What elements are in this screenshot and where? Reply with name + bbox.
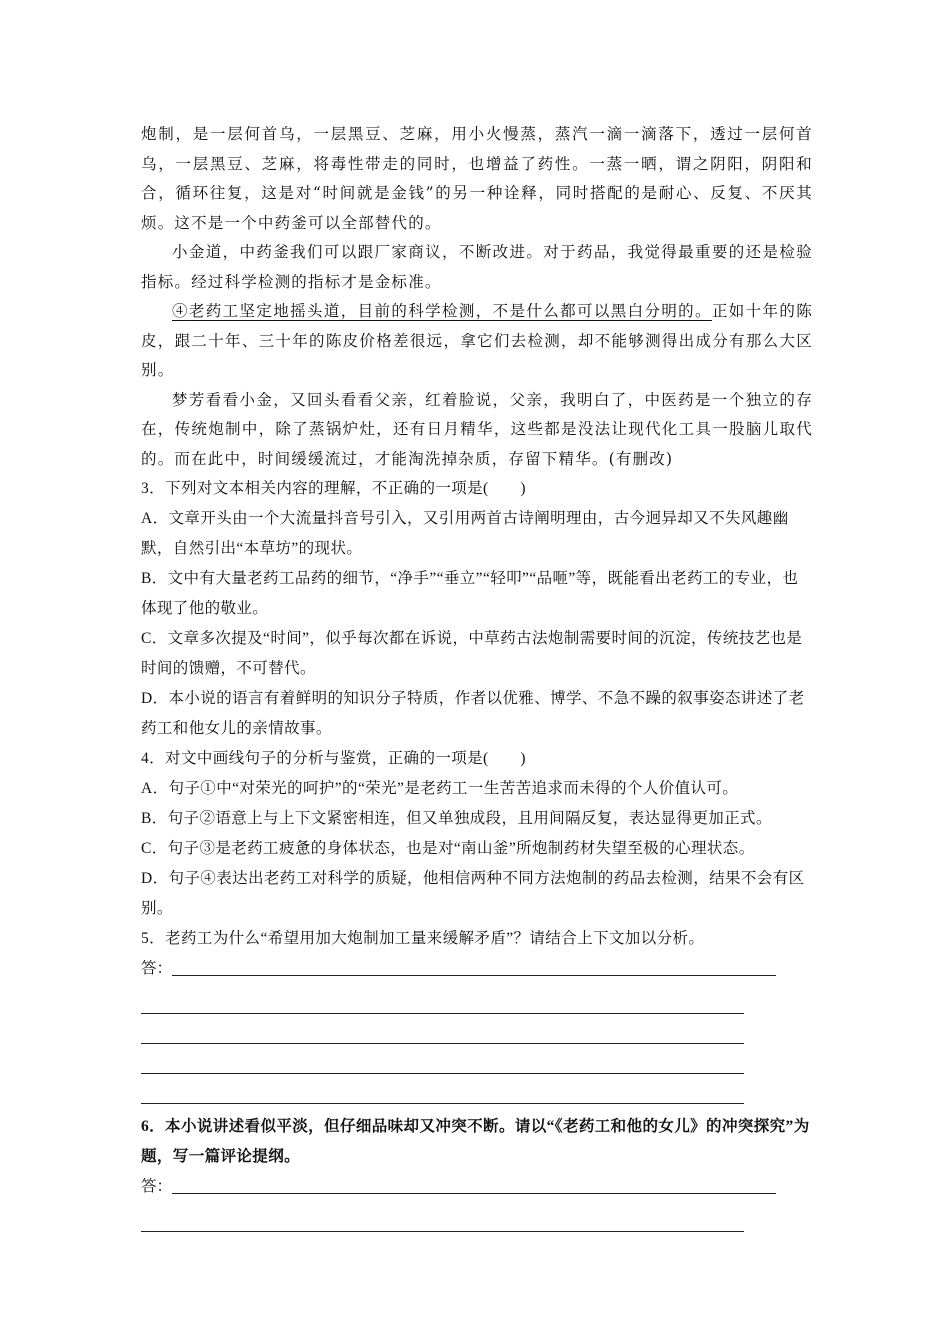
question-5-answer-line-3[interactable] xyxy=(141,1014,744,1044)
passage-paragraph-4: 梦芳看看小金，又回头看看父亲，红着脸说，父亲，我明白了，中医药是一个独立的存在，传统炮制中，除了蒸锅炉灶，还有日月精华，这些都是没法让现代化工具一股脑儿取代的。而在此中，时间缓缓流过，才能淘洗掉杂质，存留下精华。(有删改) xyxy=(141,390,813,468)
question-5-answer-line-4[interactable] xyxy=(141,1044,744,1074)
question-5-answer-row xyxy=(141,954,813,984)
question-6-answer-label: 答： xyxy=(141,1178,173,1195)
passage-paragraph-2: 小金道，中药釜我们可以跟厂家商议，不断改进。对于药品，我觉得最重要的还是检验指标。经过科学检测的指标才是金标准。 xyxy=(141,243,813,291)
passage-paragraph-3-rest: 正如十年的陈皮，跟二十年、三十年的陈皮价格差很远，拿它们去检测，却不能够测得出成分有那么大区别。 xyxy=(141,302,814,379)
question-3-option-c: C．文章多次提及“时间”，似乎每次都在诉说，中草药古法炮制需要时间的沉淀，传统技艺也是时间的馈赠，不可替代。 xyxy=(141,630,803,677)
question-6-answer-line-1[interactable] xyxy=(172,1193,776,1194)
passage-paragraph-1: 炮制，是一层何首乌，一层黑豆、芝麻，用小火慢蒸，蒸汽一滴一滴落下，透过一层何首乌，一层黑豆、芝麻，将毒性带走的同时，也增益了药性。一蒸一晒，谓之阴阳，阴阳和合，循环往复，这是对“时间就是金钱”的另一种诠释，同时搭配的是耐心、反复、不厌其烦。这不是一个中药釜可以全部替代的。 xyxy=(141,125,813,232)
question-3-stem: 3．下列对文本相关内容的理解，不正确的一项是( ) xyxy=(141,480,526,497)
question-5-answer-label: 答： xyxy=(141,960,173,977)
question-6-stem: 6．本小说讲述看似平淡，但仔细品味却又冲突不断。请以“《老药工和他的女儿》的冲突探究”为题，写一篇评论提纲。 xyxy=(141,1118,810,1165)
spacer xyxy=(141,1104,813,1112)
question-4-stem: 4．对文中画线句子的分析与鉴赏，正确的一项是( ) xyxy=(141,750,526,767)
question-4-option-d: D．句子④表达出老药工对科学的质疑，他相信两种不同方法炮制的药品去检测，结果不会有区别。 xyxy=(141,870,805,917)
question-6-answer-row xyxy=(141,1172,813,1202)
question-3-option-b: B．文中有大量老药工品药的细节，“净手”“垂立”“轻叩”“品咂”等，既能看出老药工的专业，也体现了他的敬业。 xyxy=(141,570,799,617)
passage-paragraph-3 xyxy=(141,297,813,386)
question-5-answer-line-1[interactable] xyxy=(172,975,776,976)
question-4-option-b: B．句子②语意上与上下文紧密相连，但又单独成段，且用间隔反复，表达显得更加正式。 xyxy=(141,810,772,827)
question-3-option-a: A．文章开头由一个大流量抖音号引入，又引用两首古诗阐明理由，古今迥异却又不失风趣幽默，自然引出“本草坊”的现状。 xyxy=(141,510,789,557)
question-3-option-d: D．本小说的语言有着鲜明的知识分子特质，作者以优雅、博学、不急不躁的叙事姿态讲述了老药工和他女儿的亲情故事。 xyxy=(141,690,805,737)
question-4-option-c: C．句子③是老药工疲惫的身体状态，也是对“南山釜”所炮制药材失望至极的心理状态。 xyxy=(141,840,755,857)
question-6-answer-line-2[interactable] xyxy=(141,1202,744,1232)
sentence-marker-4: ④ xyxy=(172,302,189,320)
underlined-sentence-text: 老药工坚定地摇头道，目前的科学检测，不是什么都可以黑白分明的。 xyxy=(188,302,712,320)
question-5-answer-line-2[interactable] xyxy=(141,984,744,1014)
question-5-stem: 5．老药工为什么“希望用加大炮制加工量来缓解矛盾”？请结合上下文加以分析。 xyxy=(141,930,705,947)
underlined-sentence-4 xyxy=(172,302,712,320)
document-page xyxy=(141,120,813,1232)
question-4-option-a: A．句子①中“对荣光的呵护”的“荣光”是老药工一生苦苦追求而未得的个人价值认可。 xyxy=(141,780,739,797)
question-5-answer-line-5[interactable] xyxy=(141,1074,744,1104)
